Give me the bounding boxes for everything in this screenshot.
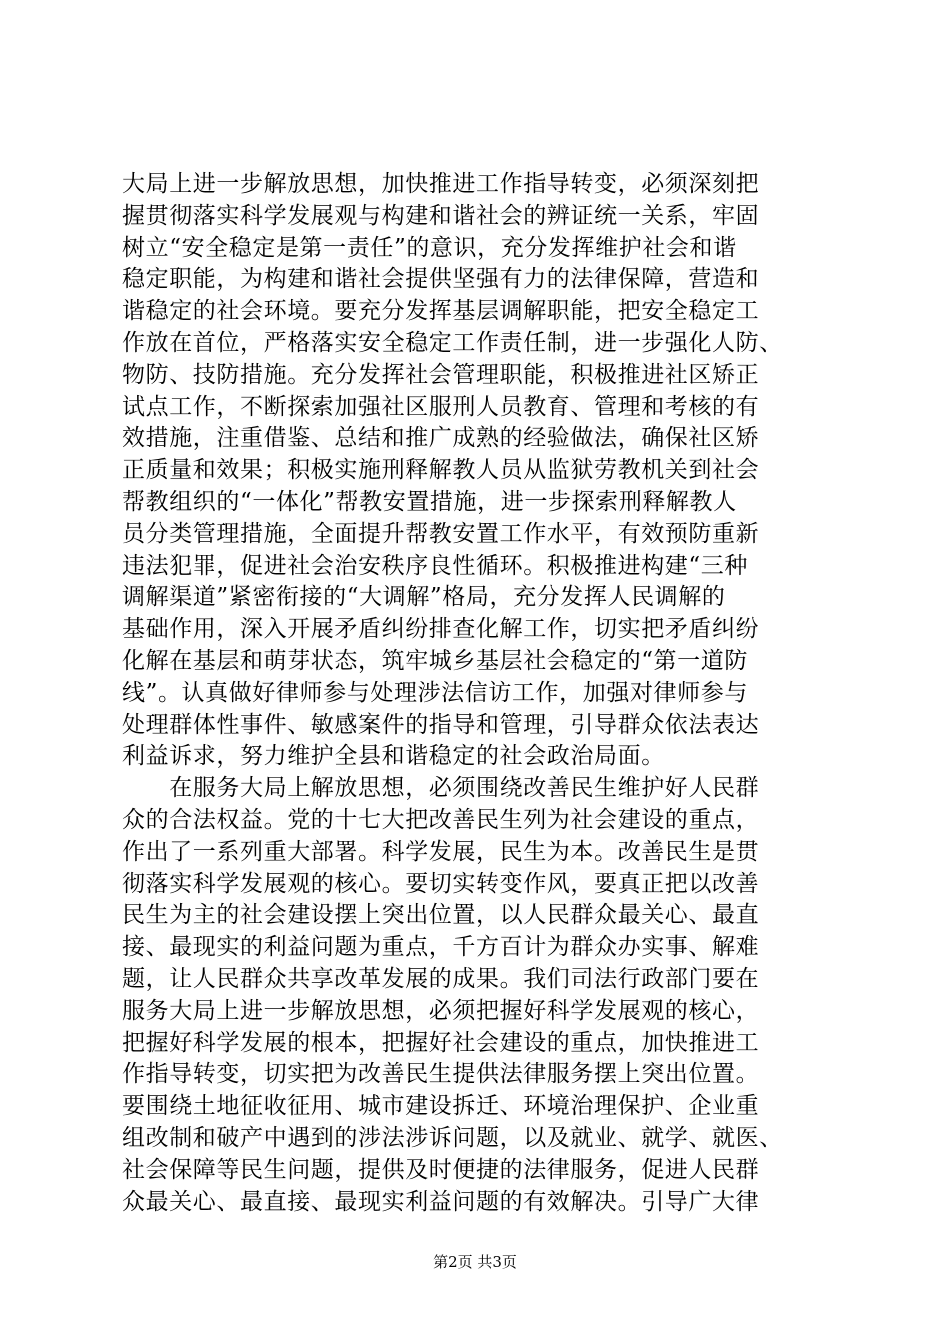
text-line: 众最关心、最直接、最现实利益问题的有效解决。引导广大律 [122,1188,760,1215]
text-line: 作放在首位，严格落实安全稳定工作责任制，进一步强化人防、 [122,329,783,356]
text-line: 要围绕土地征收征用、城市建设拆迁、环境治理保护、企业重 [122,1093,760,1120]
text-line: 稳定职能，为构建和谐社会提供坚强有力的法律保障，营造和 [122,266,760,293]
paragraph-start-line: 在服务大局上解放思想，必须围绕改善民生维护好人民群 [122,775,760,802]
text-line: 基础作用，深入开展矛盾纠纷排查化解工作，切实把矛盾纠纷 [122,616,760,643]
page-number-label: 第2页 共3页 [433,1253,517,1271]
text-line: 众的合法权益。党的十七大把改善民生列为社会建设的重点， [122,806,760,833]
text-line: 作出了一系列重大部署。科学发展，民生为本。改善民生是贯 [122,838,760,865]
text-line: 化解在基层和萌芽状态，筑牢城乡基层社会稳定的“第一道防 [122,647,748,674]
text-line: 试点工作，不断探索加强社区服刑人员教育、管理和考核的有 [122,393,760,420]
text-line: 物防、技防措施。充分发挥社会管理职能，积极推进社区矫正 [122,361,760,388]
text-line: 社会保障等民生问题，提供及时便捷的法律服务，促进人民群 [122,1156,760,1183]
text-line: 彻落实科学发展观的核心。要切实转变作风，要真正把以改善 [122,870,760,897]
text-line: 违法犯罪，促进社会治安秩序良性循环。积极推进构建“三种 [122,552,748,579]
text-line: 正质量和效果；积极实施刑释解教人员从监狱劳教机关到社会 [122,457,760,484]
text-line: 题，让人民群众共享改革发展的成果。我们司法行政部门要在 [122,965,760,992]
text-line: 大局上进一步解放思想，加快推进工作指导转变，必须深刻把 [122,171,760,197]
text-line: 接、最现实的利益问题为重点，千方百计为群众办实事、解难 [122,934,760,961]
text-line: 民生为主的社会建设摆上突出位置，以人民群众最关心、最直 [122,902,760,929]
text-line: 组改制和破产中遇到的涉法涉诉问题，以及就业、就学、就医、 [122,1124,783,1151]
text-line: 员分类管理措施，全面提升帮教安置工作水平，有效预防重新 [122,520,760,547]
text-line: 帮教组织的“一体化”帮教安置措施，进一步探索刑释解教人 [122,488,737,515]
text-line: 服务大局上进一步解放思想，必须把握好科学发展观的核心， [122,997,760,1024]
text-line: 处理群体性事件、敏感案件的指导和管理，引导群众依法表达 [122,711,760,738]
text-line: 效措施，注重借鉴、总结和推广成熟的经验做法，确保社区矫 [122,425,760,452]
page-footer [0,1252,950,1272]
body-text [122,169,832,1218]
text-line: 树立“安全稳定是第一责任”的意识，充分发挥维护社会和谐 [122,234,737,261]
text-line: 调解渠道”紧密衔接的“大调解”格局，充分发挥人民调解的 [122,584,726,611]
text-line: 利益诉求，努力维护全县和谐稳定的社会政治局面。 [122,743,665,770]
text-line: 谐稳定的社会环境。要充分发挥基层调解职能，把安全稳定工 [122,298,760,325]
text-line: 线”。认真做好律师参与处理涉法信访工作，加强对律师参与 [122,679,748,706]
text-line: 作指导转变，切实把为改善民生提供法律服务摆上突出位置。 [122,1061,760,1088]
text-line: 把握好科学发展的根本，把握好社会建设的重点，加快推进工 [122,1029,760,1056]
text-line: 握贯彻落实科学发展观与构建和谐社会的辨证统一关系，牢固 [122,202,760,229]
